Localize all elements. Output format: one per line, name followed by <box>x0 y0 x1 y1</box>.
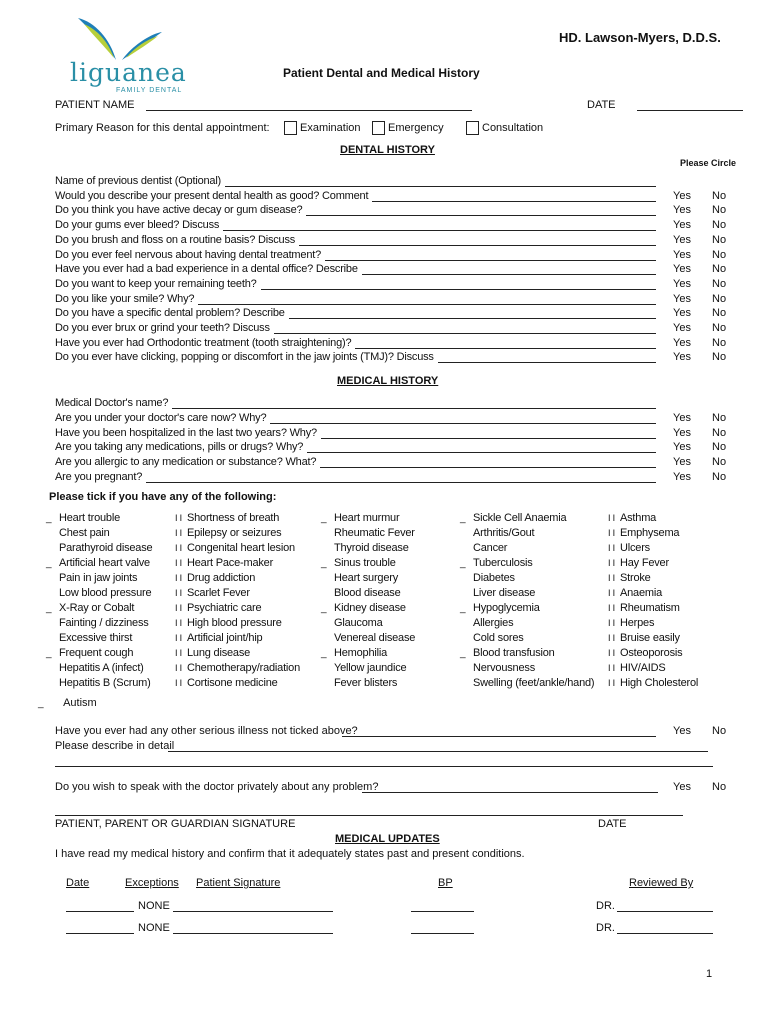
condition-label: Yellow jaundice <box>334 662 407 674</box>
dental-question: Do your gums ever bleed? Discuss <box>55 219 220 231</box>
tick-box-icon: I I <box>175 573 182 583</box>
tick-box-icon: I I <box>175 633 182 643</box>
condition-item[interactable] <box>608 571 698 586</box>
logo-leaf-icon <box>70 14 180 64</box>
condition-label: Heart Pace-maker <box>187 557 274 569</box>
condition-label: Thyroid disease <box>334 542 409 554</box>
condition-item[interactable] <box>608 511 698 526</box>
medical-answer-field[interactable] <box>172 408 656 409</box>
dental-answer-field[interactable] <box>325 260 656 261</box>
condition-label: Heart trouble <box>59 512 120 524</box>
condition-column <box>46 511 152 691</box>
tick-box-icon: I I <box>608 543 615 553</box>
tick-box-icon: _ <box>460 648 466 659</box>
condition-label: Sickle Cell Anaemia <box>473 512 567 524</box>
condition-item[interactable] <box>460 631 594 646</box>
dental-question: Have you ever had Orthodontic treatment (tooth straightening)? <box>55 337 352 349</box>
condition-item[interactable] <box>321 646 415 661</box>
tick-box-icon: _ <box>321 513 327 524</box>
dental-no-option[interactable]: No <box>712 219 727 231</box>
dental-yes-option[interactable]: Yes <box>673 278 691 290</box>
dental-answer-field[interactable] <box>372 201 656 202</box>
condition-item[interactable] <box>46 586 152 601</box>
condition-label: Chest pain <box>59 527 110 539</box>
medical-answer-field[interactable] <box>321 438 656 439</box>
dental-no-option[interactable]: No <box>712 307 727 319</box>
condition-item[interactable] <box>175 646 300 661</box>
dental-no-option[interactable]: No <box>712 337 727 349</box>
form-title: Patient Dental and Medical History <box>283 66 480 80</box>
dental-no-option[interactable]: No <box>712 249 727 261</box>
dental-no-option[interactable]: No <box>712 322 727 334</box>
tick-box-icon: I I <box>608 513 615 523</box>
signature-label: PATIENT, PARENT OR GUARDIAN SIGNATURE <box>55 818 296 830</box>
other-illness-field[interactable] <box>342 736 656 737</box>
condition-label: Hepatitis B (Scrum) <box>59 677 151 689</box>
condition-label: Tuberculosis <box>473 557 533 569</box>
condition-item[interactable] <box>175 601 300 616</box>
dental-no-option[interactable]: No <box>712 293 727 305</box>
condition-item[interactable] <box>608 586 698 601</box>
tick-box-icon: I I <box>608 618 615 628</box>
dental-answer-field[interactable] <box>355 348 656 349</box>
tick-box-icon: _ <box>460 603 466 614</box>
condition-column <box>460 511 594 691</box>
condition-item[interactable] <box>46 571 152 586</box>
condition-item[interactable] <box>175 571 300 586</box>
condition-label: Psychiatric care <box>187 602 262 614</box>
condition-item[interactable] <box>175 526 300 541</box>
condition-item[interactable] <box>175 661 300 676</box>
condition-label: Stroke <box>620 572 651 584</box>
condition-label: Rheumatic Fever <box>334 527 415 539</box>
update-row-1-signature[interactable] <box>173 911 333 912</box>
condition-item[interactable] <box>321 541 415 556</box>
tick-box-icon: I I <box>175 588 182 598</box>
tick-box-icon: I I <box>608 648 615 658</box>
condition-item[interactable] <box>321 601 415 616</box>
dental-yes-option[interactable]: Yes <box>673 234 691 246</box>
tick-box-icon: I I <box>608 633 615 643</box>
dental-question: Name of previous dentist (Optional) <box>55 175 222 187</box>
consultation-label: Consultation <box>482 122 544 134</box>
condition-label: Lung disease <box>187 647 251 659</box>
updates-col-signature: Patient Signature <box>196 877 281 889</box>
medical-question: Are you allergic to any medication or substance? What? <box>55 456 317 468</box>
dental-answer-field[interactable] <box>274 333 656 334</box>
dental-question: Do you brush and floss on a routine basis? Discuss <box>55 234 296 246</box>
update-row-2-bp[interactable] <box>411 933 474 934</box>
updates-col-reviewed: Reviewed By <box>629 877 694 889</box>
tick-box-icon: I I <box>175 678 182 688</box>
dental-answer-field[interactable] <box>306 215 656 216</box>
condition-label: Bruise easily <box>620 632 680 644</box>
dental-answer-field[interactable] <box>225 186 656 187</box>
condition-label: Blood transfusion <box>473 647 555 659</box>
dental-question: Do you want to keep your remaining teeth? <box>55 278 257 290</box>
dental-no-option[interactable]: No <box>712 278 727 290</box>
updates-col-exceptions: Exceptions <box>125 877 179 889</box>
medical-yes-option[interactable]: Yes <box>673 412 691 424</box>
speak-privately-yes[interactable]: Yes <box>673 781 691 793</box>
condition-item[interactable] <box>175 616 300 631</box>
condition-item[interactable] <box>321 661 415 676</box>
condition-item[interactable] <box>321 511 415 526</box>
tick-box-icon: I I <box>175 528 182 538</box>
condition-item[interactable] <box>321 586 415 601</box>
medical-updates-heading: MEDICAL UPDATES <box>335 833 440 845</box>
condition-label: Glaucoma <box>334 617 383 629</box>
tick-box-icon: _ <box>321 648 327 659</box>
condition-item[interactable] <box>608 601 698 616</box>
tick-box-icon: I I <box>608 588 615 598</box>
dental-yes-option[interactable]: Yes <box>673 190 691 202</box>
condition-item[interactable] <box>460 646 594 661</box>
date-label: DATE <box>587 99 616 111</box>
medical-question: Are you under your doctor's care now? Why? <box>55 412 267 424</box>
condition-label: Cortisone medicine <box>187 677 278 689</box>
tick-box-icon: I I <box>175 558 182 568</box>
update-row-1-date[interactable] <box>66 911 134 912</box>
condition-column <box>321 511 415 691</box>
update-row-2-reviewer[interactable] <box>617 933 713 934</box>
describe-label: Please describe in detail <box>55 740 175 752</box>
condition-item[interactable] <box>608 526 698 541</box>
condition-label: Cold sores <box>473 632 524 644</box>
tick-box-icon: _ <box>460 558 466 569</box>
medical-question: Are you pregnant? <box>55 471 143 483</box>
update-row-2-signature[interactable] <box>173 933 333 934</box>
condition-item[interactable] <box>321 571 415 586</box>
dental-answer-field[interactable] <box>289 318 656 319</box>
signature-line[interactable] <box>55 815 683 816</box>
condition-item[interactable] <box>608 556 698 571</box>
emergency-label: Emergency <box>388 122 444 134</box>
examination-checkbox[interactable] <box>284 121 297 135</box>
dental-answer-field[interactable] <box>223 230 656 231</box>
condition-column <box>175 511 300 691</box>
condition-label: Congenital heart lesion <box>187 542 295 554</box>
condition-label: Chemotherapy/radiation <box>187 662 301 674</box>
dental-no-option[interactable]: No <box>712 234 727 246</box>
condition-label: Swelling (feet/ankle/hand) <box>473 677 595 689</box>
dental-answer-field[interactable] <box>438 362 656 363</box>
reason-label: Primary Reason for this dental appointment: <box>55 122 270 134</box>
condition-label: Liver disease <box>473 587 536 599</box>
tick-heading: Please tick if you have any of the following: <box>49 491 277 503</box>
condition-item[interactable] <box>46 631 152 646</box>
tick-box-icon: _ <box>460 513 466 524</box>
other-illness-no[interactable]: No <box>712 725 727 737</box>
tick-box-icon: I I <box>175 618 182 628</box>
logo <box>70 14 187 94</box>
dental-question: Do you think you have active decay or gum disease? <box>55 204 303 216</box>
dental-answer-field[interactable] <box>261 289 656 290</box>
condition-label: Allergies <box>473 617 514 629</box>
dental-yes-option[interactable]: Yes <box>673 204 691 216</box>
dental-question: Do you ever brux or grind your teeth? Discuss <box>55 322 270 334</box>
dental-history-heading: DENTAL HISTORY <box>340 144 435 156</box>
update-row-2-dr: DR. <box>596 922 615 934</box>
dental-yes-option[interactable]: Yes <box>673 351 691 363</box>
condition-item[interactable] <box>608 616 698 631</box>
medical-yes-option[interactable]: Yes <box>673 456 691 468</box>
condition-item[interactable] <box>175 676 300 691</box>
condition-label: Fainting / dizziness <box>59 617 149 629</box>
condition-label: Artificial joint/hip <box>187 632 263 644</box>
medical-no-option[interactable]: No <box>712 471 727 483</box>
condition-label: Herpes <box>620 617 655 629</box>
condition-item[interactable] <box>175 631 300 646</box>
condition-label: HIV/AIDS <box>620 662 666 674</box>
condition-item[interactable] <box>460 676 594 691</box>
condition-label: Hepatitis A (infect) <box>59 662 144 674</box>
condition-item[interactable] <box>46 541 152 556</box>
dental-yes-option[interactable]: Yes <box>673 337 691 349</box>
condition-label: Asthma <box>620 512 657 524</box>
updates-col-date: Date <box>66 877 90 889</box>
medical-question: Medical Doctor's name? <box>55 397 169 409</box>
condition-label: Fever blisters <box>334 677 398 689</box>
tick-box-icon: I I <box>608 603 615 613</box>
logo-brand: liguanea <box>70 58 187 87</box>
tick-box-icon: _ <box>46 558 52 569</box>
dental-yes-option[interactable]: Yes <box>673 219 691 231</box>
medical-answer-field[interactable] <box>270 423 656 424</box>
condition-item[interactable] <box>46 511 152 526</box>
condition-item[interactable] <box>608 541 698 556</box>
condition-item[interactable] <box>460 661 594 676</box>
tick-box-icon: I I <box>175 648 182 658</box>
tick-box-icon: _ <box>321 603 327 614</box>
condition-label: Low blood pressure <box>59 587 152 599</box>
condition-item[interactable] <box>46 601 152 616</box>
updates-col-bp: BP <box>438 877 453 889</box>
dental-question: Have you ever had a bad experience in a dental office? Describe <box>55 263 358 275</box>
condition-label: Heart murmur <box>334 512 400 524</box>
medical-no-option[interactable]: No <box>712 427 727 439</box>
condition-item[interactable] <box>321 676 415 691</box>
condition-item[interactable] <box>175 586 300 601</box>
medical-question: Have you been hospitalized in the last two years? Why? <box>55 427 317 439</box>
doctor-name: HD. Lawson-Myers, D.D.S. <box>559 30 721 45</box>
tick-box-icon: I I <box>608 678 615 688</box>
signature-date-label: DATE <box>598 818 627 830</box>
condition-label: Hemophilia <box>334 647 388 659</box>
condition-label: Heart surgery <box>334 572 399 584</box>
tick-box-icon: I I <box>175 513 182 523</box>
medical-answer-field[interactable] <box>307 452 656 453</box>
condition-item[interactable] <box>460 541 594 556</box>
condition-label: X-Ray or Cobalt <box>59 602 135 614</box>
dental-yes-option[interactable]: Yes <box>673 263 691 275</box>
speak-privately-field[interactable] <box>362 792 658 793</box>
condition-item[interactable] <box>460 616 594 631</box>
medical-yes-option[interactable]: Yes <box>673 427 691 439</box>
dental-answer-field[interactable] <box>198 304 656 305</box>
tick-box-icon: I I <box>175 543 182 553</box>
tick-box-icon: I I <box>175 603 182 613</box>
dental-question: Do you ever have clicking, popping or discomfort in the jaw joints (TMJ)? Discuss <box>55 351 434 363</box>
condition-label: Pain in jaw joints <box>59 572 138 584</box>
condition-item[interactable] <box>608 646 698 661</box>
condition-item[interactable] <box>460 556 594 571</box>
tick-box-icon: _ <box>46 648 52 659</box>
dental-question: Do you have a specific dental problem? Describe <box>55 307 285 319</box>
consultation-checkbox[interactable] <box>466 121 479 135</box>
condition-label: Sinus trouble <box>334 557 396 569</box>
tick-box-icon: _ <box>46 513 52 524</box>
condition-item[interactable] <box>608 631 698 646</box>
tick-box-icon: I I <box>608 663 615 673</box>
condition-label: Arthritis/Gout <box>473 527 535 539</box>
condition-label: Rheumatism <box>620 602 680 614</box>
update-row-1-dr: DR. <box>596 900 615 912</box>
condition-item[interactable] <box>321 631 415 646</box>
speak-privately-no[interactable]: No <box>712 781 727 793</box>
tick-mark-icon: _ <box>38 698 44 709</box>
tick-box-icon: _ <box>46 603 52 614</box>
condition-item[interactable] <box>175 541 300 556</box>
condition-item[interactable] <box>460 526 594 541</box>
dental-question: Would you describe your present dental health as good? Comment <box>55 190 369 202</box>
patient-name-label: PATIENT NAME <box>55 99 135 111</box>
speak-privately-question: Do you wish to speak with the doctor privately about any problem? <box>55 781 379 793</box>
page-number: 1 <box>706 968 713 980</box>
condition-label: Anaemia <box>620 587 663 599</box>
dental-no-option[interactable]: No <box>712 204 727 216</box>
condition-label: Parathyroid disease <box>59 542 153 554</box>
condition-item[interactable] <box>460 586 594 601</box>
describe-field-2[interactable] <box>55 766 713 767</box>
please-circle: Please Circle <box>680 158 737 168</box>
condition-label: Emphysema <box>620 527 680 539</box>
condition-label: Excessive thirst <box>59 632 133 644</box>
other-illness-question: Have you ever had any other serious illness not ticked above? <box>55 725 358 737</box>
patient-name-field[interactable] <box>146 110 472 111</box>
update-row-1-none: NONE <box>138 900 170 912</box>
condition-item[interactable] <box>321 616 415 631</box>
dental-question: Do you like your smile? Why? <box>55 293 195 305</box>
condition-label: Ulcers <box>620 542 650 554</box>
dental-no-option[interactable]: No <box>712 190 727 202</box>
medical-yes-option[interactable]: Yes <box>673 471 691 483</box>
condition-item[interactable] <box>608 676 698 691</box>
condition-item[interactable] <box>46 661 152 676</box>
medical-no-option[interactable]: No <box>712 412 727 424</box>
describe-field-1[interactable] <box>168 751 708 752</box>
update-row-2-date[interactable] <box>66 933 134 934</box>
condition-item[interactable] <box>46 616 152 631</box>
condition-label: Frequent cough <box>59 647 134 659</box>
logo-tagline: FAMILY DENTAL <box>116 87 183 94</box>
condition-item[interactable] <box>46 556 152 571</box>
condition-item[interactable] <box>608 661 698 676</box>
condition-label: Venereal disease <box>334 632 416 644</box>
medical-answer-field[interactable] <box>146 482 656 483</box>
examination-label: Examination <box>300 122 361 134</box>
condition-item[interactable] <box>321 526 415 541</box>
dental-yes-option[interactable]: Yes <box>673 293 691 305</box>
dental-answer-field[interactable] <box>362 274 656 275</box>
tick-box-icon: I I <box>175 663 182 673</box>
condition-label: Kidney disease <box>334 602 406 614</box>
condition-label: Osteoporosis <box>620 647 683 659</box>
tick-box-icon: I I <box>608 558 615 568</box>
medical-history-heading: MEDICAL HISTORY <box>337 375 439 387</box>
autism-label: Autism <box>63 697 97 709</box>
condition-item[interactable] <box>460 511 594 526</box>
autism-item[interactable] <box>38 697 97 709</box>
condition-label: Artificial heart valve <box>59 557 150 569</box>
emergency-checkbox[interactable] <box>372 121 385 135</box>
tick-box-icon: I I <box>608 528 615 538</box>
condition-label: High Cholesterol <box>620 677 699 689</box>
tick-box-icon: _ <box>321 558 327 569</box>
condition-label: Cancer <box>473 542 508 554</box>
medical-question: Are you taking any medications, pills or drugs? Why? <box>55 441 304 453</box>
condition-item[interactable] <box>46 676 152 691</box>
dental-no-option[interactable]: No <box>712 263 727 275</box>
condition-label: Nervousness <box>473 662 535 674</box>
dental-no-option[interactable]: No <box>712 351 727 363</box>
condition-label: Hay Fever <box>620 557 669 569</box>
condition-label: Shortness of breath <box>187 512 280 524</box>
condition-item[interactable] <box>46 646 152 661</box>
condition-item[interactable] <box>460 571 594 586</box>
updates-statement: I have read my medical history and confirm that it adequately states past and present conditions. <box>55 848 525 860</box>
dental-question: Do you ever feel nervous about having dental treatment? <box>55 249 322 261</box>
update-row-2-none: NONE <box>138 922 170 934</box>
dental-yes-option[interactable]: Yes <box>673 307 691 319</box>
medical-yes-option[interactable]: Yes <box>673 441 691 453</box>
other-illness-yes[interactable]: Yes <box>673 725 691 737</box>
medical-no-option[interactable]: No <box>712 441 727 453</box>
dental-yes-option[interactable]: Yes <box>673 249 691 261</box>
condition-column <box>608 511 698 691</box>
tick-box-icon: I I <box>608 573 615 583</box>
condition-label: Epilepsy or seizures <box>187 527 282 539</box>
condition-item[interactable] <box>175 511 300 526</box>
condition-item[interactable] <box>175 556 300 571</box>
condition-item[interactable] <box>321 556 415 571</box>
medical-answer-field[interactable] <box>320 467 656 468</box>
update-row-1-reviewer[interactable] <box>617 911 713 912</box>
medical-no-option[interactable]: No <box>712 456 727 468</box>
condition-item[interactable] <box>460 601 594 616</box>
condition-item[interactable] <box>46 526 152 541</box>
date-field[interactable] <box>637 110 743 111</box>
dental-yes-option[interactable]: Yes <box>673 322 691 334</box>
condition-label: Diabetes <box>473 572 515 584</box>
condition-label: Drug addiction <box>187 572 256 584</box>
update-row-1-bp[interactable] <box>411 911 474 912</box>
dental-answer-field[interactable] <box>299 245 656 246</box>
condition-label: Blood disease <box>334 587 401 599</box>
condition-label: Hypoglycemia <box>473 602 540 614</box>
condition-label: High blood pressure <box>187 617 282 629</box>
condition-label: Scarlet Fever <box>187 587 250 599</box>
